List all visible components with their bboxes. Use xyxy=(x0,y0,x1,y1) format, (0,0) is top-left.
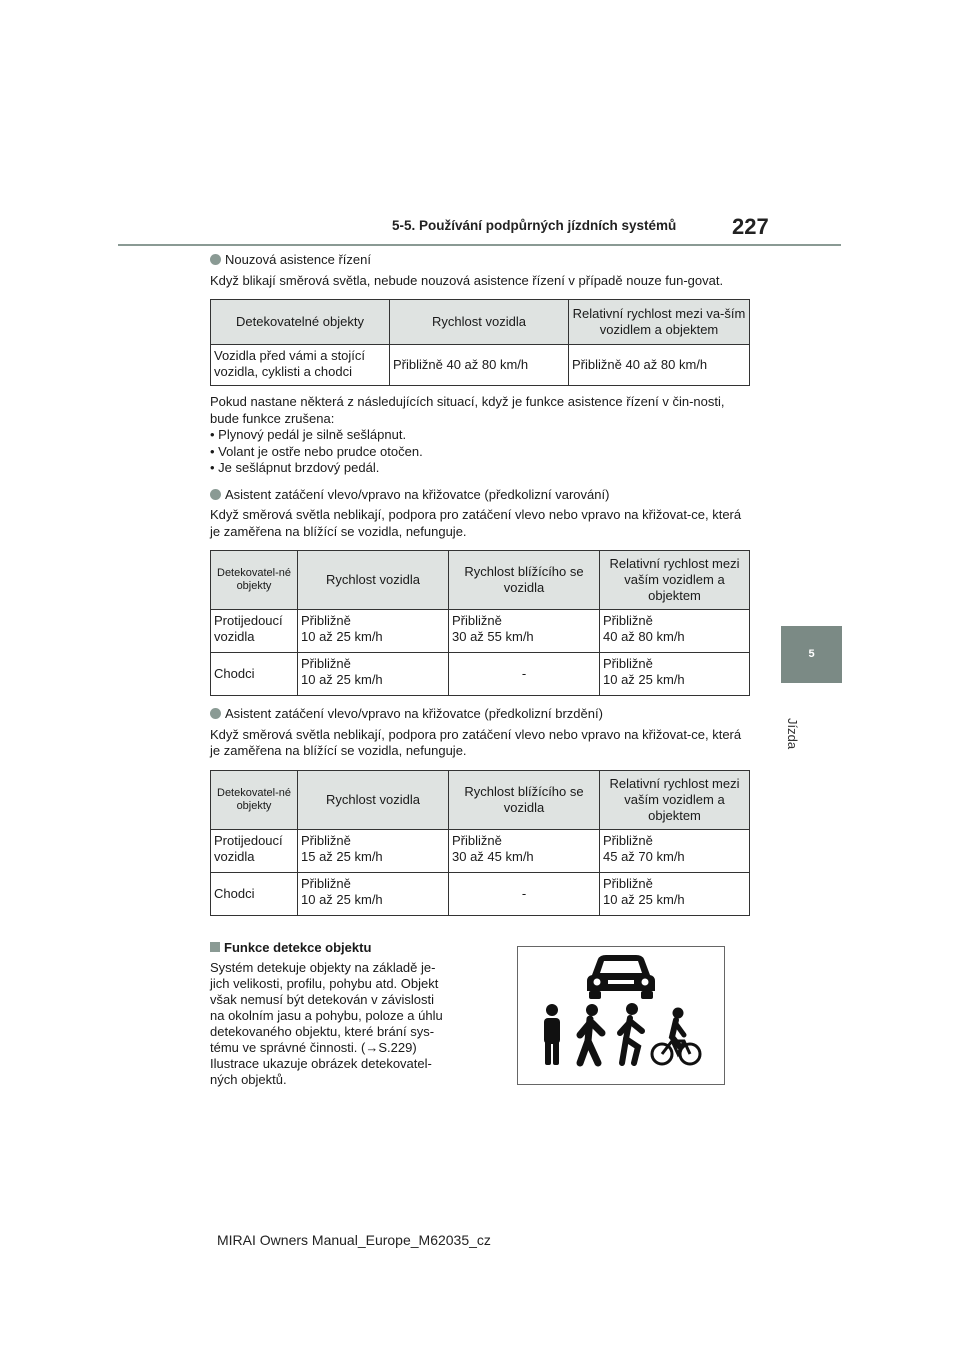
standing-pedestrian-icon xyxy=(544,1004,560,1065)
table-header-cell: Detekovatel-né objekty xyxy=(211,770,298,829)
table-cell: Přibližně 40 až 80 km/h xyxy=(390,345,569,386)
table-cell: Chodci xyxy=(211,653,298,696)
table-cell: Přibližně 40 až 80 km/h xyxy=(569,345,750,386)
table-header-cell: Relativní rychlost mezi vaším vozidlem a objektem xyxy=(600,770,750,829)
table-cell: - xyxy=(449,872,600,915)
table-header-row xyxy=(211,551,750,610)
section3-intro: Když směrová světla neblikají, podpora pro zatáčení vlevo nebo vpravo na křižovat-ce, která je zaměřena na blížící se vozidla, nefunguje. xyxy=(210,726,742,758)
table-header-cell: Relativní rychlost mezi va-ším vozidlem a objektem xyxy=(569,300,750,345)
table-cell: Přibližně 15 až 25 km/h xyxy=(298,829,449,872)
section3-heading: Asistent zatáčení vlevo/vpravo na křižovatce (předkolizní brzdění) xyxy=(210,706,752,723)
table-row xyxy=(211,829,750,872)
table-cell: Přibližně 10 až 25 km/h xyxy=(600,872,750,915)
car-icon xyxy=(587,955,655,999)
body-line: detekovaného objektu, které brání sys- xyxy=(210,1024,435,1039)
body-line: na okolním jasu a pohybu, poloze a úhlu xyxy=(210,1008,443,1023)
table-header-cell: Rychlost blížícího se vozidla xyxy=(449,770,600,829)
table-header-cell: Relativní rychlost mezi vaším vozidlem a objektem xyxy=(600,551,750,610)
section1-cancel-text: Pokud nastane některá z následujících situací, když je funkce asistence řízení v čin-nosti, bude funkce zrušena: xyxy=(210,394,725,426)
bullet-dot-icon xyxy=(210,708,221,719)
table-header-cell: Rychlost vozidla xyxy=(390,300,569,345)
table-cell: Protijedoucí vozidla xyxy=(211,610,298,653)
table-row xyxy=(211,653,750,696)
page-number: 227 xyxy=(732,214,769,239)
section2-table xyxy=(210,550,750,696)
cyclist-icon xyxy=(652,1008,700,1065)
bullet-dot-icon xyxy=(210,254,221,265)
table-row xyxy=(211,610,750,653)
table-header-cell: Rychlost blížícího se vozidla xyxy=(449,551,600,610)
section1-table xyxy=(210,299,750,386)
table-cell: Přibližně 30 až 45 km/h xyxy=(449,829,600,872)
chapter-title: Jízda xyxy=(785,718,800,750)
detectable-objects-svg xyxy=(518,947,724,1084)
table-header-cell: Rychlost vozidla xyxy=(298,770,449,829)
table-header-cell: Detekovatel-né objekty xyxy=(211,551,298,610)
bullet-dot-icon xyxy=(210,489,221,500)
body-line: Ilustrace ukazuje obrázek detekovatel- xyxy=(210,1056,432,1071)
table-header-cell: Rychlost vozidla xyxy=(298,551,449,610)
main-content xyxy=(210,252,752,916)
table-cell: Přibližně 30 až 55 km/h xyxy=(449,610,600,653)
chapter-tab: 5 xyxy=(781,626,842,683)
body-line: však nemusí být detekován v závislosti xyxy=(210,992,434,1007)
running-pedestrian-icon xyxy=(620,1003,642,1063)
section1-intro: Když blikají směrová světla, nebude nouzová asistence řízení v případě nouze fun-govat. xyxy=(210,272,724,288)
list-item: • Volant je ostře nebo prudce otočen. xyxy=(210,443,423,459)
detectable-objects-illustration xyxy=(517,946,725,1085)
section4-heading: Funkce detekce objektu xyxy=(210,940,472,956)
walking-pedestrian-icon xyxy=(580,1004,602,1063)
table-cell: Přibližně 40 až 80 km/h xyxy=(600,610,750,653)
body-line: tému ve správné činnosti. (→S.229) xyxy=(210,1040,417,1055)
body-line: Systém detekuje objekty na základě je- xyxy=(210,960,436,975)
table-cell: Přibližně 10 až 25 km/h xyxy=(298,610,449,653)
square-bullet-icon xyxy=(210,942,220,952)
table-header-row xyxy=(211,300,750,345)
section1-heading: Nouzová asistence řízení xyxy=(210,252,752,269)
footer-doc-id: MIRAI Owners Manual_Europe_M62035_cz xyxy=(217,1232,491,1248)
table-header-cell: Detekovatelné objekty xyxy=(211,300,390,345)
table-cell: Chodci xyxy=(211,872,298,915)
header-divider xyxy=(118,244,841,246)
body-line: jich velikosti, profilu, pohybu atd. Objekt xyxy=(210,976,439,991)
table-header-row xyxy=(211,770,750,829)
table-cell: Vozidla před vámi a stojící vozidla, cyklisti a chodci xyxy=(211,345,390,386)
chapter-label xyxy=(780,718,810,758)
table-row xyxy=(211,872,750,915)
table-cell: Přibližně 45 až 70 km/h xyxy=(600,829,750,872)
table-cell: Přibližně 10 až 25 km/h xyxy=(600,653,750,696)
section2-intro: Když směrová světla neblikají, podpora pro zatáčení vlevo nebo vpravo na křižovat-ce, která je zaměřena na blížící se vozidla, nefunguje. xyxy=(210,507,742,539)
section3-table xyxy=(210,770,750,916)
table-cell: Protijedoucí vozidla xyxy=(211,829,298,872)
table-row xyxy=(211,345,750,386)
body-line: ných objektů. xyxy=(210,1072,287,1087)
list-item: • Je sešlápnut brzdový pedál. xyxy=(210,460,380,475)
table-cell: Přibližně 10 až 25 km/h xyxy=(298,872,449,915)
section-title: 5-5. Používání podpůrných jízdních systémů xyxy=(392,218,677,233)
table-cell: Přibližně 10 až 25 km/h xyxy=(298,653,449,696)
object-detection-section xyxy=(210,940,472,1088)
table-cell: - xyxy=(449,653,600,696)
section2-heading: Asistent zatáčení vlevo/vpravo na křižovatce (předkolizní varování) xyxy=(210,487,752,504)
list-item: • Plynový pedál je silně sešlápnut. xyxy=(210,427,407,442)
